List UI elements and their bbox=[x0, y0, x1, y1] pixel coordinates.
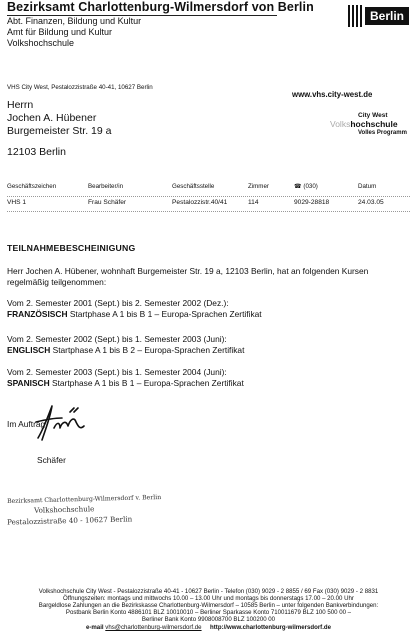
certificate-intro-line2: regelmäßig teilgenommen: bbox=[7, 277, 107, 287]
email-label: e-mail bbox=[85, 624, 104, 631]
recipient-city: 12103 Berlin bbox=[7, 146, 66, 158]
stamp-line3: Pestalozzistraße 40 - 10627 Berlin bbox=[6, 514, 133, 527]
course-period: Vom 2. Semester 2002 (Sept.) bis 1. Semester 2003 (Juni): bbox=[7, 334, 227, 344]
ref-value-phone: 9029-28818 bbox=[294, 199, 330, 206]
berlin-logo-text: Berlin bbox=[365, 7, 409, 25]
ref-value-office: Pestalozzistr.40/41 bbox=[172, 199, 228, 206]
course-detail: Startphase A 1 bis B 2 – Europa-Sprachen Zertifikat bbox=[50, 345, 245, 355]
recipient-salutation: Herrn bbox=[7, 99, 34, 111]
brandenburg-gate-icon bbox=[348, 5, 362, 27]
office-line: Amt für Bildung und Kultur bbox=[7, 27, 113, 37]
ref-divider-top bbox=[7, 196, 410, 197]
course-language: SPANISCH bbox=[7, 378, 50, 388]
ref-header-phone: ☎ (030) bbox=[294, 183, 318, 190]
ref-header-room: Zimmer bbox=[248, 183, 269, 190]
ref-header-date: Datum bbox=[358, 183, 377, 190]
im-auftrag-label: Im Auftrag bbox=[7, 419, 46, 429]
ref-value-room: 114 bbox=[248, 199, 259, 206]
footer-bank-line: Postbank Berlin Konto 4886101 BLZ 10010010 – Berliner Sparkasse Konto 710011679 BLZ 100 500 00 – bbox=[65, 609, 352, 616]
course-period: Vom 2. Semester 2003 (Sept.) bis 1. Semester 2004 (Juni): bbox=[7, 367, 227, 377]
course-period: Vom 2. Semester 2001 (Sept.) bis 2. Semester 2002 (Dez.): bbox=[7, 298, 229, 308]
footer-payment-line: Bargeldlose Zahlungen an die Bezirkskasse Charlottenburg-Wilmersdorf – 10585 Berlin – unter folgenden Bankverbindungen: bbox=[38, 602, 379, 609]
institution-line: Volkshochschule bbox=[7, 38, 75, 48]
website-link[interactable]: www.vhs.city-west.de bbox=[292, 90, 373, 99]
ref-header-clerk: Bearbeiter/in bbox=[88, 183, 124, 190]
vhs-city-west-logo bbox=[330, 112, 410, 142]
ref-value-clerk: Frau Schäfer bbox=[88, 199, 127, 206]
course-detail: Startphase A 1 bis B 1 – Europa-Sprachen Zertifikat bbox=[67, 309, 262, 319]
course-entry bbox=[7, 378, 244, 388]
sender-line: VHS City West, Pestalozzistraße 40-41, 10627 Berlin bbox=[7, 84, 153, 91]
ref-value-date: 24.03.05 bbox=[358, 199, 384, 206]
footer-hours-line: Öffnungszeiten: montags und mittwochs 10.00 – 13.00 Uhr und montags bis donnerstags 17.00 – 20.00 Uhr bbox=[63, 595, 354, 602]
ref-divider-bottom bbox=[7, 211, 410, 212]
ref-value-reference: VHS 1 bbox=[7, 199, 27, 206]
vhs-logo-top: City West bbox=[358, 112, 388, 119]
course-entry bbox=[7, 345, 244, 355]
ref-header-reference: Geschäftszeichen bbox=[7, 183, 57, 190]
stamp-line1: Bezirksamt Charlottenburg-Wilmersdorf v. Berlin bbox=[6, 493, 162, 506]
footer-contact-line: Volkshochschule City West - Pestalozzistraße 40-41 - 10627 Berlin - Telefon (030) 9029 - 2 8855 / 69 Fax (030) 9029 - 2 8831 bbox=[38, 588, 379, 595]
department-line: Abt. Finanzen, Bildung und Kultur bbox=[7, 16, 142, 26]
vhs-logo-tagline: Volles Programm bbox=[358, 130, 407, 136]
stamp-line2: Volkshochschule bbox=[33, 504, 95, 515]
course-entry bbox=[7, 309, 262, 319]
certificate-intro-line1: Herr Jochen A. Hübener, wohnhaft Burgemeister Str. 19 a, 12103 Berlin, hat an folgenden Kursen bbox=[7, 266, 369, 276]
web-link[interactable]: http://www.charlottenburg-wilmersdorf.de bbox=[210, 624, 332, 631]
vhs-logo-wordmark: Volkshochschule bbox=[330, 119, 398, 129]
recipient-street: Burgemeister Str. 19 a bbox=[7, 125, 112, 137]
course-language: FRANZÖSISCH bbox=[7, 309, 68, 319]
berlin-logo bbox=[348, 3, 410, 29]
course-language: ENGLISCH bbox=[7, 345, 51, 355]
authority-title: Bezirksamt Charlottenburg-Wilmersdorf von Berlin bbox=[7, 0, 314, 14]
course-detail: Startphase A 1 bis B 1 – Europa-Sprachen Zertifikat bbox=[49, 378, 244, 388]
footer-web-line bbox=[0, 625, 417, 632]
signatory-name: Schäfer bbox=[37, 455, 66, 465]
ref-header-office: Geschäftsstelle bbox=[172, 183, 215, 190]
footer-bank-line2: Berliner Bank Konto 9908008700 BLZ 100200 00 bbox=[141, 616, 276, 623]
handwritten-signature bbox=[30, 398, 90, 448]
recipient-name: Jochen A. Hübener bbox=[7, 112, 97, 124]
certificate-title: TEILNAHMEBESCHEINIGUNG bbox=[7, 243, 136, 253]
email-link[interactable]: vhs@charlottenburg-wilmersdorf.de bbox=[105, 624, 202, 631]
